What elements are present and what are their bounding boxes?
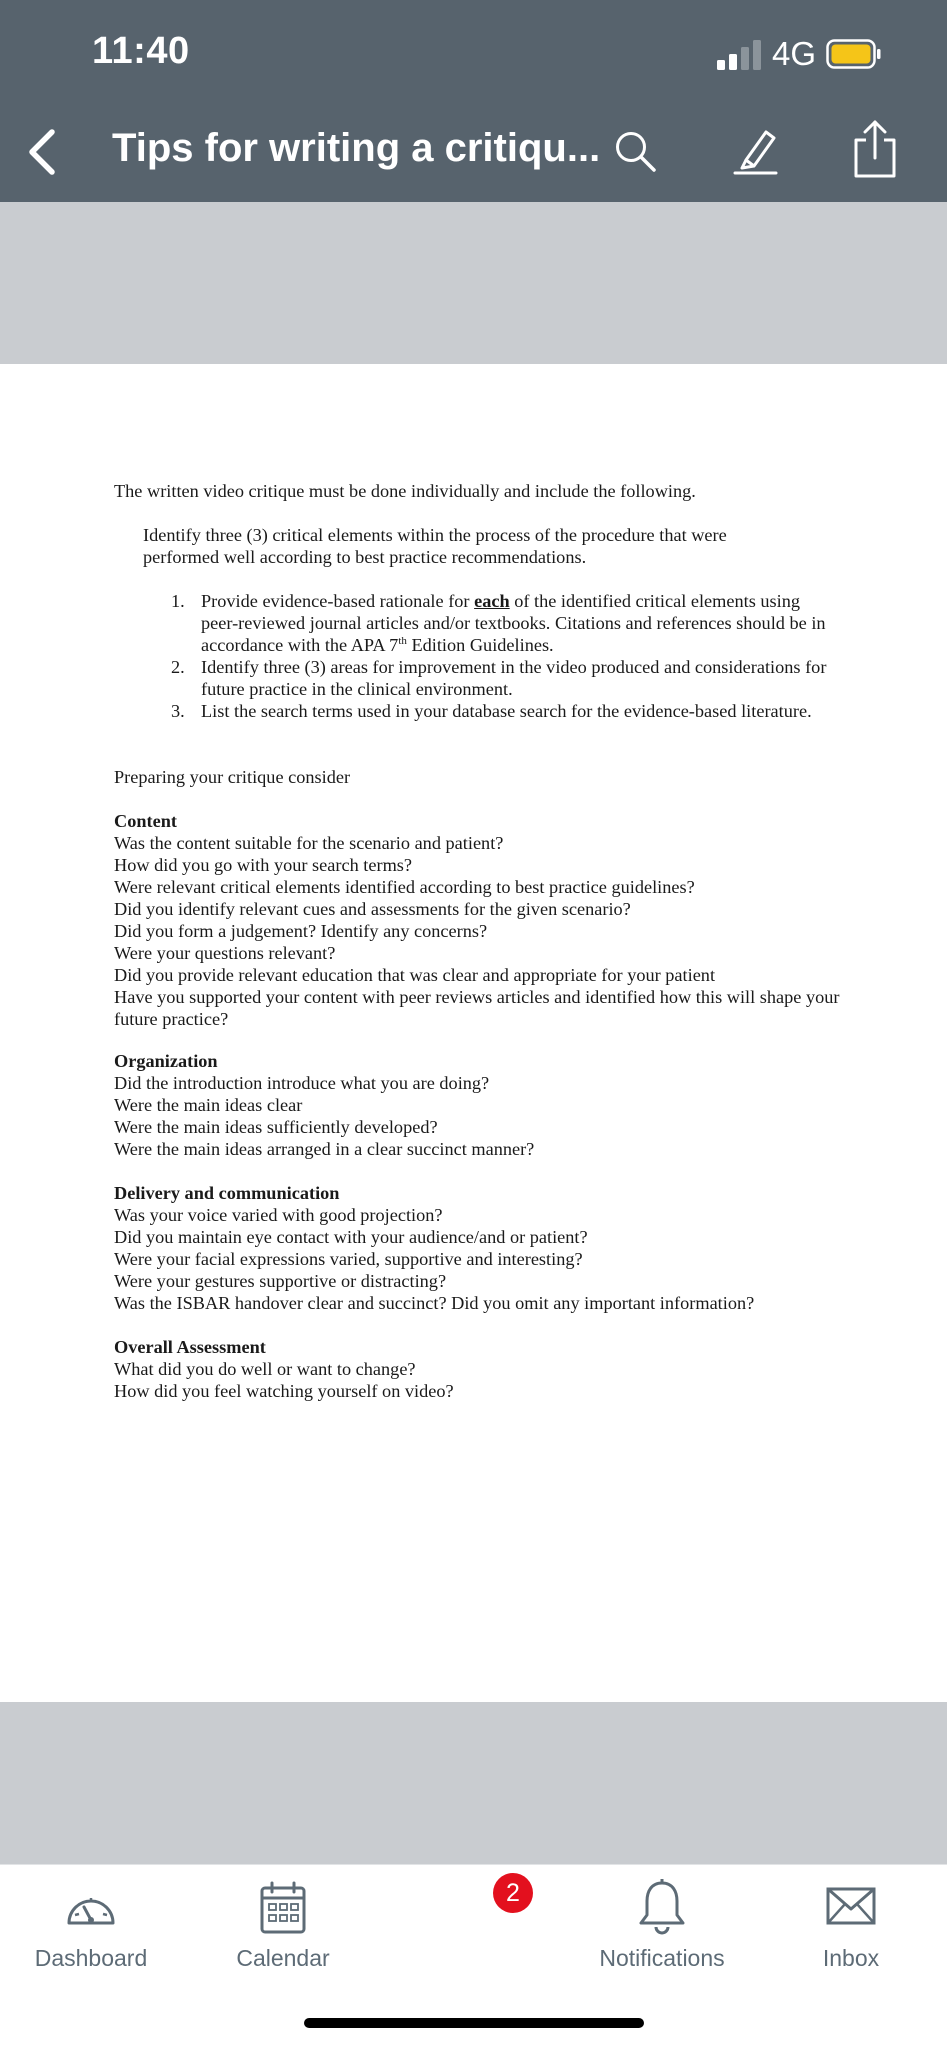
document-page[interactable]: [0, 364, 947, 1702]
list-item: [143, 590, 843, 656]
question-line: Were the main ideas arranged in a clear succinct manner?: [114, 1139, 535, 1159]
section-overall-assessment: [114, 1336, 874, 1402]
section-title: Organization: [114, 1051, 218, 1071]
share-icon[interactable]: [850, 118, 900, 180]
section-title: Content: [114, 811, 177, 831]
question-line: Were relevant critical elements identified according to best practice guidelines?: [114, 877, 695, 897]
back-button[interactable]: [22, 126, 62, 178]
list-number: 2.: [171, 657, 185, 677]
header-bar: [0, 0, 947, 202]
tab-label: Calendar: [236, 1945, 330, 1971]
section-content: [114, 810, 874, 1030]
list-text-part: Provide evidence-based rationale for: [201, 591, 475, 611]
home-indicator[interactable]: [304, 2018, 644, 2028]
list-number: 1.: [171, 591, 185, 611]
preparing-paragraph: Preparing your critique consider: [114, 767, 351, 787]
section-title: Delivery and communication: [114, 1183, 340, 1203]
question-line: Was the ISBAR handover clear and succinct? Did you omit any important information?: [114, 1293, 755, 1313]
bell-icon: [637, 1879, 687, 1935]
gauge-icon: [63, 1887, 119, 1927]
list-text-part: Edition Guidelines.: [406, 635, 554, 655]
tab-calendar[interactable]: [188, 1865, 378, 1985]
question-line: How did you go with your search terms?: [114, 855, 413, 875]
list-text: Identify three (3) areas for improvement in the video produced and considerations for future practice in the clinical environment.: [201, 657, 827, 699]
question-line: How did you feel watching yourself on video?: [114, 1381, 454, 1401]
list-text: [201, 590, 831, 656]
intro-paragraph: The written video critique must be done individually and include the following.: [114, 481, 696, 501]
search-icon[interactable]: [612, 128, 658, 174]
tab-notifications[interactable]: [567, 1865, 757, 1985]
question-line: Did you form a judgement? Identify any concerns?: [114, 921, 488, 941]
section-title: Overall Assessment: [114, 1337, 266, 1357]
list-item: [143, 700, 843, 722]
document-gap-bottom: [0, 1702, 947, 1864]
question-line: Did the introduction introduce what you are doing?: [114, 1073, 490, 1093]
requirements-list: [143, 590, 843, 722]
calendar-icon: [260, 1881, 306, 1935]
question-line: Were your gestures supportive or distracting?: [114, 1271, 447, 1291]
section-delivery: [114, 1182, 874, 1314]
question-line: Did you maintain eye contact with your audience/and or patient?: [114, 1227, 588, 1247]
list-item: [143, 656, 843, 700]
tab-label: Inbox: [822, 1945, 880, 1971]
question-line: Were the main ideas sufficiently developed?: [114, 1117, 438, 1137]
tab-inbox[interactable]: [756, 1865, 946, 1985]
tab-dashboard[interactable]: [0, 1865, 186, 1985]
question-line: What did you do well or want to change?: [114, 1359, 416, 1379]
question-line: Were your facial expressions varied, supportive and interesting?: [114, 1249, 583, 1269]
identify-paragraph: Identify three (3) critical elements within the process of the procedure that were performed well according to best practice recommendations.: [143, 525, 727, 567]
emphasis-each: each: [474, 591, 510, 611]
tab-label: Dashboard: [34, 1945, 148, 1971]
question-line: Did you identify relevant cues and assessments for the given scenario?: [114, 899, 631, 919]
superscript: th: [398, 634, 407, 647]
question-line: Was the content suitable for the scenario and patient?: [114, 833, 504, 853]
battery-icon: [826, 39, 882, 69]
network-type: 4G: [772, 35, 817, 72]
page-title: Tips for writing a critiqu...: [112, 126, 601, 170]
signal-strength-icon: [717, 40, 769, 70]
notification-badge: 2: [493, 1873, 533, 1913]
section-organization: [114, 1050, 874, 1160]
question-line: Were the main ideas clear: [114, 1095, 303, 1115]
question-line: Have you supported your content with peer reviews articles and identified how this will shape your future practice?: [114, 987, 840, 1029]
list-number: 3.: [171, 701, 185, 721]
document-gap-top: [0, 202, 947, 364]
status-time: 11:40: [92, 30, 190, 72]
question-line: Did you provide relevant education that was clear and appropriate for your patient: [114, 965, 716, 985]
list-text: List the search terms used in your database search for the evidence-based literature.: [201, 701, 812, 721]
list-text-part: of the identified critical elements using peer-reviewed journal articles and/or textbooks. Citations and references should be in accordance with the APA 7: [201, 591, 826, 655]
pen-icon[interactable]: [732, 124, 782, 176]
tab-label: Notifications: [599, 1945, 725, 1971]
question-line: Was your voice varied with good projection?: [114, 1205, 443, 1225]
question-line: Were your questions relevant?: [114, 943, 336, 963]
envelope-icon: [826, 1887, 876, 1925]
